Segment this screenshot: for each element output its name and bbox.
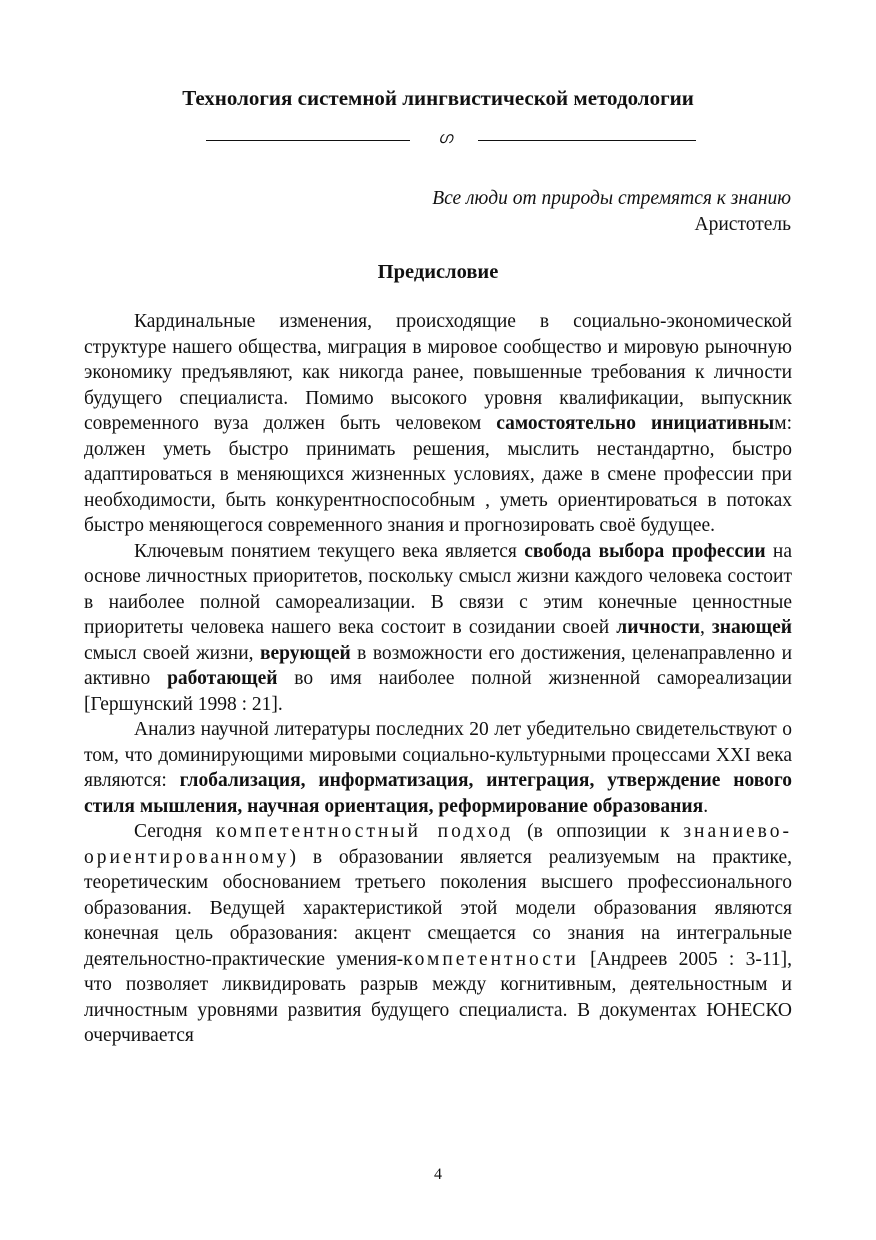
- text-run: смысл своей жизни,: [84, 642, 260, 664]
- bold-term: работающей: [167, 668, 278, 689]
- spaced-term: компетентности: [403, 948, 579, 970]
- body-text: [84, 309, 792, 1049]
- spaced-term: знаниево-ориентированному: [84, 821, 792, 868]
- text-run: [Андреев 2005 : 3-11], что позволяет ликвидировать разрыв между когнитивным, деятельностным и личностным уровнями развития будущего специалиста. В документах ЮНЕСКО очерчивается: [84, 948, 792, 1046]
- divider-line-left: [206, 140, 410, 141]
- bold-term: самостоятельно инициативны: [496, 413, 775, 434]
- text-run: м: должен уметь быстро принимать решения, мыслить нестандартно, быстро адаптироваться в меняющихся жизненных условиях, даже в смене профессии при необходимости, быть конкурентноспособным , уметь ориентироваться в потоках быстро меняющегося современного знания и прогнозировать своё будущее.: [84, 413, 793, 536]
- ornament-icon: ഗ: [437, 130, 453, 147]
- text-run: во имя наиболее полной жизненной самореализации [Гершунский 1998 : 21].: [84, 668, 792, 715]
- epigraph-quote: Все люди от природы стремятся к знанию: [432, 188, 791, 209]
- text-run: ,: [699, 617, 712, 638]
- section-heading: Предисловие: [377, 261, 499, 283]
- text-run: .: [703, 795, 709, 817]
- bold-term: верующей: [259, 642, 351, 664]
- paragraph: [84, 309, 792, 539]
- text-run: в возможности его достижения, целенаправленно и активно: [84, 642, 792, 689]
- paragraph: [84, 539, 792, 718]
- text-run: Кардинальные изменения, происходящие в социально-экономической структуре нашего общества, миграция в мировое сообщество и мировую рыночную экономику предъявляют, как никогда ранее, повышенные требования к личности будущего специалиста. Помимо высокого уровня квалификации, выпускник современного вуза должен быть человеком: [84, 311, 792, 434]
- spaced-term: компетентностный подход: [215, 821, 514, 842]
- divider-line-right: [478, 140, 696, 141]
- title-divider: [0, 130, 876, 150]
- text-run: на основе личностных приоритетов, поскольку смысл жизни каждого человека состоит в наиболее полной самореализации. В связи с этим конечные ценностные приоритеты человека нашего века состоит в созидании своей: [84, 540, 793, 638]
- paragraph: [84, 819, 792, 1049]
- text-run: ) в образовании является реализуемым на практике, теоретическим обоснованием третьего поколения высшего профессионального образования. Ведущей характеристикой этой модели образования являются конечная цель образования: акцент смещается со знания на интегральные деятельностно-практические умения-: [84, 846, 792, 970]
- text-run: Ключевым понятием текущего века является: [134, 540, 525, 562]
- text-run: Анализ научной литературы последних 20 лет убедительно свидетельствуют о том, что доминирующими мировыми социально-культурными процессами XXI века являются:: [84, 719, 792, 791]
- text-run: (в оппозиции к: [513, 821, 684, 842]
- document-title: Технология системной лингвистической методологии: [182, 86, 694, 110]
- bold-term: свобода выбора профессии: [524, 540, 766, 562]
- bold-term: знающей: [711, 617, 792, 638]
- text-run: Сегодня: [134, 821, 216, 842]
- bold-term: личности: [616, 617, 700, 638]
- epigraph-author: Аристотель: [694, 214, 791, 235]
- bold-term: глобализация, информатизация, интеграция, утверждение нового стиля мышления, научная ориентация, реформирование образования: [84, 770, 793, 817]
- page-number: 4: [434, 1166, 442, 1183]
- paragraph: [84, 717, 792, 819]
